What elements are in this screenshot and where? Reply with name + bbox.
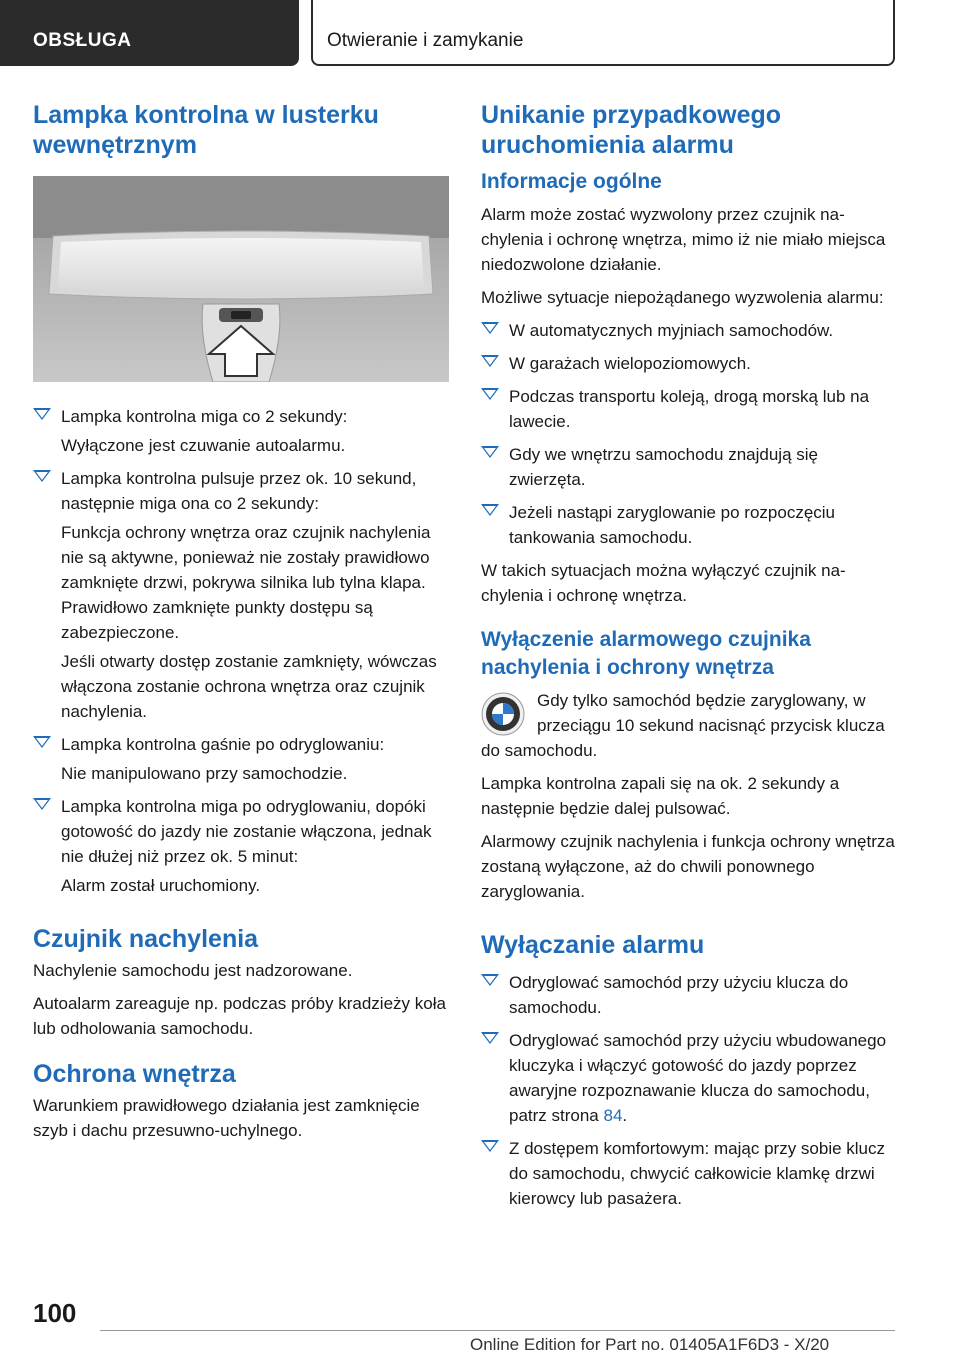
disable-sensor-heading: Wyłączenie alarmowego czujnika nachylenia i ochrony wnętrza: [481, 628, 811, 679]
triangle-bullet-icon: [33, 736, 51, 748]
list-item: [481, 1136, 897, 1211]
triangle-bullet-icon: [481, 355, 499, 367]
item-text: Lampka kontrolna miga co 2 sekundy:: [61, 407, 348, 426]
page-header: [0, 0, 960, 66]
list-item: [481, 384, 897, 434]
edition-info: Online Edition for Part no. 01405A1F6D3 - X/20: [470, 1335, 830, 1354]
item-text: Lampka kontrolna gaśnie po odryglowaniu:: [61, 735, 385, 754]
interior-paragraph: Warunkiem prawidłowego działania jest zamknięcie szyb i dachu przesuwno-uchylnego.: [33, 1096, 420, 1140]
disable-paragraph: Lampka kontrolna zapali się na ok. 2 sekundy a następnie będzie dalej pulsować.: [481, 774, 840, 818]
list-item: [33, 732, 449, 786]
triangle-bullet-icon: [481, 1140, 499, 1152]
tilt-paragraph: Autoalarm zareaguje np. podczas próby kradzieży koła lub odholowania samochodu.: [33, 994, 446, 1038]
triangle-bullet-icon: [33, 408, 51, 420]
page-number: 100: [33, 1298, 77, 1328]
page-link[interactable]: 84: [603, 1106, 623, 1125]
item-text-with-link: [509, 1028, 897, 1128]
right-column: [481, 100, 897, 1219]
triangle-bullet-icon: [33, 470, 51, 482]
triangle-bullet-icon: [33, 798, 51, 810]
item-text: Gdy we wnętrzu samochodu znajdują się zwierzęta.: [509, 445, 818, 489]
footer-divider: [100, 1330, 895, 1331]
item-text: Lampka kontrolna miga po odryglowaniu, dopóki gotowość do jazdy nie zostanie włączona, jednak nie dłużej niż przez ok. 5 minut:: [61, 797, 432, 866]
item-text: W garażach wielopoziomowych.: [509, 354, 751, 373]
chapter-tab: Otwieranie i zamykanie: [311, 0, 895, 66]
tilt-sensor-heading: Czujnik nachylenia: [33, 925, 259, 953]
list-item: [481, 318, 897, 343]
item-subtext: Alarm został uruchomiony.: [61, 876, 261, 895]
item-subtext: Jeśli otwarty dostęp zostanie zamknięty, wówczas włączona zostanie ochrona wnętrza oraz czujnik nachylenia.: [61, 652, 437, 721]
item-subtext: Funkcja ochrony wnętrza oraz czujnik nachylenia nie są aktywne, ponieważ nie zostały prawidłowo zamknięte drzwi, pokrywa silnika lub tylna klapa. Prawidłowo zamknięte punkty dostępu są zabezpieczone.: [61, 523, 431, 642]
disable-paragraph: [481, 688, 897, 763]
list-item: [33, 404, 449, 458]
tilt-paragraph: Nachylenie samochodu jest nadzorowane.: [33, 961, 353, 980]
triangle-bullet-icon: [481, 322, 499, 334]
unwanted-trigger-list: [481, 318, 897, 550]
interior-protection-heading: Ochrona wnętrza: [33, 1060, 236, 1088]
list-item: [481, 970, 897, 1020]
general-info-heading: Informacje ogólne: [481, 170, 662, 193]
item-text-end: .: [622, 1106, 628, 1125]
list-item: [33, 794, 449, 898]
triangle-bullet-icon: [481, 974, 499, 986]
triangle-bullet-icon: [481, 446, 499, 458]
item-subtext: Nie manipulowano przy samochodzie.: [61, 764, 348, 783]
section-tab: OBSŁUGA: [0, 0, 299, 66]
item-text: Odryglować samochód przy użyciu wbudowanego kluczyka i włączyć gotowość do jazdy poprzez awaryjne rozpoznawanie klucza do samochodu, patrz strona: [509, 1031, 887, 1125]
item-subtext: Wyłączone jest czuwanie autoalarmu.: [61, 436, 346, 455]
list-item: [481, 442, 897, 492]
triangle-bullet-icon: [481, 1032, 499, 1044]
bmw-key-button-icon: [481, 692, 525, 736]
item-text: Podczas transportu koleją, drogą morską lub na lawecie.: [509, 387, 870, 431]
general-paragraph: W takich sytuacjach można wyłączyć czujnik nachylenia i ochronę wnętrza.: [481, 561, 846, 605]
indicator-states-list: [33, 404, 449, 898]
disable-text: Gdy tylko samochód będzie zaryglowany, w przeciągu 10 sekund nacisnąć przycisk klucza do samochodu.: [481, 691, 885, 760]
item-text: Odryglować samochód przy użyciu klucza do samochodu.: [509, 973, 849, 1017]
list-item: [481, 500, 897, 550]
disable-paragraph: Alarmowy czujnik nachylenia i funkcja ochrony wnętrza zostaną wyłączone, aż do chwili ponownego zaryglowania.: [481, 832, 895, 901]
item-text: W automatycznych myjniach samochodów.: [509, 321, 834, 340]
left-column: [33, 100, 449, 1151]
rearview-mirror-illustration: [33, 176, 449, 382]
avoid-alarm-heading: Unikanie przypadkowego uruchomienia alarmu: [481, 101, 782, 159]
triangle-bullet-icon: [481, 504, 499, 516]
item-text: Z dostępem komfortowym: mając przy sobie klucz do samochodu, chwycić całkowicie klamkę drzwi kierowcy lub pasażera.: [509, 1139, 886, 1208]
general-paragraph: Alarm może zostać wyzwolony przez czujnik nachylenia i ochronę wnętrza, mimo iż nie miało miejsca niedozwolone działanie.: [481, 205, 886, 274]
list-item: [481, 1028, 897, 1128]
triangle-bullet-icon: [481, 388, 499, 400]
item-text: Lampka kontrolna pulsuje przez ok. 10 sekund, następnie miga ona co 2 sekundy:: [61, 469, 417, 513]
alarm-off-list: [481, 970, 897, 1211]
list-item: [481, 351, 897, 376]
general-paragraph: Możliwe sytuacje niepożądanego wyzwolenia alarmu:: [481, 288, 884, 307]
mirror-indicator-heading: Lampka kontrolna w lusterku wewnętrznym: [33, 101, 379, 159]
alarm-off-heading: Wyłączanie alarmu: [481, 931, 705, 959]
list-item: [33, 466, 449, 724]
item-text: Jeżeli nastąpi zaryglowanie po rozpoczęciu tankowania samochodu.: [509, 503, 836, 547]
